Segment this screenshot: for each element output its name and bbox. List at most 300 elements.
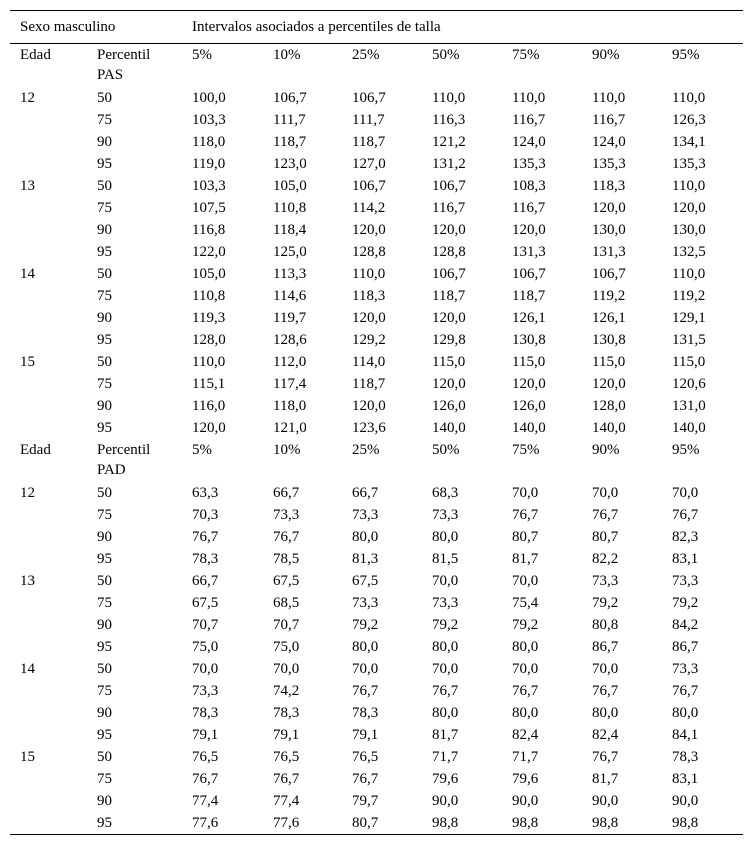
bp-percentile-table bbox=[10, 11, 743, 834]
percentile-cell: 50 bbox=[97, 661, 112, 677]
value-cell: 68,5 bbox=[273, 595, 300, 611]
value-cell: 70,0 bbox=[512, 485, 539, 501]
value-cell: 76,7 bbox=[432, 683, 459, 699]
value-cell: 116,7 bbox=[512, 200, 546, 216]
value-cell: 110,0 bbox=[672, 90, 706, 106]
value-cell: 67,5 bbox=[192, 595, 219, 611]
value-cell: 73,3 bbox=[273, 507, 300, 523]
value-cell: 118,7 bbox=[352, 134, 386, 150]
age-cell bbox=[10, 724, 97, 746]
value-cell: 70,7 bbox=[192, 617, 219, 633]
age-cell: 13 bbox=[20, 573, 35, 589]
value-cell: 126,0 bbox=[512, 398, 546, 414]
table-row bbox=[10, 768, 743, 790]
value-cell: 73,3 bbox=[352, 507, 379, 523]
value-cell: 140,0 bbox=[432, 420, 466, 436]
age-cell bbox=[10, 592, 97, 614]
table-row bbox=[10, 636, 743, 658]
value-cell: 118,7 bbox=[432, 288, 466, 304]
percentile-header-line1: Percentil bbox=[97, 442, 151, 458]
value-cell: 76,7 bbox=[672, 683, 699, 699]
value-cell: 90,0 bbox=[512, 793, 539, 809]
value-cell: 81,7 bbox=[512, 551, 539, 567]
age-header: Edad bbox=[20, 47, 51, 63]
table-row bbox=[10, 790, 743, 812]
value-cell: 131,3 bbox=[592, 244, 626, 260]
value-cell: 80,0 bbox=[352, 639, 379, 655]
percentile-header bbox=[97, 439, 192, 482]
value-cell: 70,0 bbox=[592, 485, 619, 501]
value-cell: 108,3 bbox=[512, 178, 546, 194]
table-row bbox=[10, 351, 743, 373]
age-cell bbox=[10, 636, 97, 658]
value-cell: 80,7 bbox=[512, 529, 539, 545]
value-cell: 66,7 bbox=[352, 485, 379, 501]
value-cell: 110,0 bbox=[672, 178, 706, 194]
value-cell: 131,3 bbox=[512, 244, 546, 260]
table-row bbox=[10, 153, 743, 175]
value-cell: 130,0 bbox=[592, 222, 626, 238]
block-header-row bbox=[10, 44, 743, 88]
value-cell: 73,3 bbox=[592, 573, 619, 589]
value-cell: 80,7 bbox=[352, 815, 379, 831]
table-row bbox=[10, 87, 743, 109]
value-cell: 81,5 bbox=[432, 551, 459, 567]
age-cell bbox=[10, 614, 97, 636]
table-row bbox=[10, 570, 743, 592]
age-cell bbox=[10, 219, 97, 241]
value-cell: 123,0 bbox=[273, 156, 307, 172]
value-cell: 128,0 bbox=[192, 332, 226, 348]
percentile-cell: 90 bbox=[97, 793, 112, 809]
value-cell: 106,7 bbox=[352, 178, 386, 194]
value-cell: 129,1 bbox=[672, 310, 706, 326]
value-cell: 116,7 bbox=[432, 200, 466, 216]
value-cell: 120,0 bbox=[592, 376, 626, 392]
table-row bbox=[10, 724, 743, 746]
value-cell: 127,0 bbox=[352, 156, 386, 172]
value-cell: 120,0 bbox=[592, 200, 626, 216]
value-cell: 105,0 bbox=[192, 266, 226, 282]
age-cell bbox=[10, 197, 97, 219]
value-cell: 76,7 bbox=[512, 683, 539, 699]
age-header: Edad bbox=[20, 442, 51, 458]
value-cell: 67,5 bbox=[273, 573, 300, 589]
value-cell: 80,0 bbox=[432, 639, 459, 655]
percentile-cell: 75 bbox=[97, 376, 112, 392]
percentile-cell: 95 bbox=[97, 551, 112, 567]
value-cell: 74,2 bbox=[273, 683, 300, 699]
table-row bbox=[10, 417, 743, 439]
value-cell: 73,3 bbox=[352, 595, 379, 611]
value-cell: 119,3 bbox=[192, 310, 226, 326]
value-cell: 80,0 bbox=[352, 529, 379, 545]
table-row bbox=[10, 658, 743, 680]
percentile-cell: 75 bbox=[97, 771, 112, 787]
value-cell: 120,0 bbox=[432, 310, 466, 326]
age-cell: 14 bbox=[20, 266, 35, 282]
value-cell: 119,2 bbox=[592, 288, 626, 304]
header-row bbox=[10, 11, 743, 44]
percentile-cell: 90 bbox=[97, 617, 112, 633]
age-cell bbox=[10, 702, 97, 724]
value-cell: 120,0 bbox=[432, 376, 466, 392]
age-cell bbox=[10, 790, 97, 812]
value-cell: 90,0 bbox=[592, 793, 619, 809]
column-header: 10% bbox=[273, 47, 301, 63]
age-cell bbox=[10, 812, 97, 834]
percentile-cell: 75 bbox=[97, 288, 112, 304]
value-cell: 119,0 bbox=[192, 156, 226, 172]
value-cell: 76,7 bbox=[592, 749, 619, 765]
value-cell: 120,0 bbox=[352, 398, 386, 414]
table-row bbox=[10, 526, 743, 548]
value-cell: 81,7 bbox=[592, 771, 619, 787]
value-cell: 126,3 bbox=[672, 112, 706, 128]
value-cell: 116,0 bbox=[192, 398, 226, 414]
value-cell: 79,2 bbox=[672, 595, 699, 611]
table-row bbox=[10, 482, 743, 504]
value-cell: 80,0 bbox=[432, 705, 459, 721]
percentile-header-measure: PAD bbox=[97, 462, 126, 478]
value-cell: 112,0 bbox=[273, 354, 307, 370]
value-cell: 114,0 bbox=[352, 354, 386, 370]
value-cell: 79,7 bbox=[352, 793, 379, 809]
percentile-cell: 75 bbox=[97, 112, 112, 128]
value-cell: 77,4 bbox=[192, 793, 219, 809]
value-cell: 130,0 bbox=[672, 222, 706, 238]
value-cell: 110,0 bbox=[592, 90, 626, 106]
table-row bbox=[10, 329, 743, 351]
value-cell: 70,0 bbox=[432, 573, 459, 589]
value-cell: 135,3 bbox=[672, 156, 706, 172]
percentile-cell: 90 bbox=[97, 398, 112, 414]
value-cell: 79,1 bbox=[352, 727, 379, 743]
value-cell: 79,1 bbox=[273, 727, 300, 743]
table-row bbox=[10, 812, 743, 834]
table-row bbox=[10, 614, 743, 636]
value-cell: 77,4 bbox=[273, 793, 300, 809]
percentile-cell: 50 bbox=[97, 485, 112, 501]
value-cell: 135,3 bbox=[592, 156, 626, 172]
value-cell: 128,8 bbox=[432, 244, 466, 260]
percentile-cell: 50 bbox=[97, 573, 112, 589]
table-row bbox=[10, 592, 743, 614]
value-cell: 128,6 bbox=[273, 332, 307, 348]
table-container bbox=[10, 10, 743, 835]
value-cell: 79,2 bbox=[432, 617, 459, 633]
value-cell: 82,4 bbox=[592, 727, 619, 743]
value-cell: 120,0 bbox=[512, 222, 546, 238]
value-cell: 76,7 bbox=[192, 771, 219, 787]
value-cell: 79,6 bbox=[432, 771, 459, 787]
value-cell: 116,8 bbox=[192, 222, 226, 238]
age-cell bbox=[10, 329, 97, 351]
value-cell: 77,6 bbox=[273, 815, 300, 831]
value-cell: 70,0 bbox=[592, 661, 619, 677]
column-header: 50% bbox=[432, 442, 460, 458]
value-cell: 66,7 bbox=[192, 573, 219, 589]
value-cell: 68,3 bbox=[432, 485, 459, 501]
table-row bbox=[10, 548, 743, 570]
value-cell: 80,0 bbox=[512, 639, 539, 655]
value-cell: 70,0 bbox=[512, 573, 539, 589]
value-cell: 117,4 bbox=[273, 376, 307, 392]
column-header: 25% bbox=[352, 442, 380, 458]
value-cell: 110,8 bbox=[192, 288, 226, 304]
percentile-cell: 95 bbox=[97, 156, 112, 172]
age-cell bbox=[10, 548, 97, 570]
percentile-cell: 75 bbox=[97, 683, 112, 699]
value-cell: 119,2 bbox=[672, 288, 706, 304]
column-header: 95% bbox=[672, 442, 700, 458]
value-cell: 121,2 bbox=[432, 134, 466, 150]
value-cell: 129,8 bbox=[432, 332, 466, 348]
percentile-cell: 95 bbox=[97, 639, 112, 655]
age-cell: 12 bbox=[20, 485, 35, 501]
column-header: 50% bbox=[432, 47, 460, 63]
value-cell: 73,3 bbox=[672, 573, 699, 589]
value-cell: 120,0 bbox=[512, 376, 546, 392]
age-cell bbox=[10, 373, 97, 395]
value-cell: 70,0 bbox=[432, 661, 459, 677]
column-header: 90% bbox=[592, 47, 620, 63]
value-cell: 71,7 bbox=[432, 749, 459, 765]
value-cell: 134,1 bbox=[672, 134, 706, 150]
value-cell: 75,0 bbox=[273, 639, 300, 655]
value-cell: 70,0 bbox=[512, 661, 539, 677]
value-cell: 83,1 bbox=[672, 551, 699, 567]
table-row bbox=[10, 131, 743, 153]
value-cell: 116,7 bbox=[512, 112, 546, 128]
value-cell: 103,3 bbox=[192, 112, 226, 128]
value-cell: 110,8 bbox=[273, 200, 307, 216]
table-row bbox=[10, 241, 743, 263]
value-cell: 115,1 bbox=[192, 376, 226, 392]
value-cell: 120,0 bbox=[672, 200, 706, 216]
column-header: 95% bbox=[672, 47, 700, 63]
value-cell: 76,7 bbox=[672, 507, 699, 523]
value-cell: 70,0 bbox=[192, 661, 219, 677]
value-cell: 120,0 bbox=[432, 222, 466, 238]
value-cell: 114,6 bbox=[273, 288, 307, 304]
percentile-cell: 90 bbox=[97, 529, 112, 545]
value-cell: 70,0 bbox=[352, 661, 379, 677]
value-cell: 118,7 bbox=[273, 134, 307, 150]
value-cell: 118,7 bbox=[512, 288, 546, 304]
value-cell: 86,7 bbox=[672, 639, 699, 655]
value-cell: 106,7 bbox=[432, 266, 466, 282]
value-cell: 131,5 bbox=[672, 332, 706, 348]
value-cell: 118,7 bbox=[352, 376, 386, 392]
value-cell: 78,3 bbox=[352, 705, 379, 721]
value-cell: 126,1 bbox=[592, 310, 626, 326]
value-cell: 84,2 bbox=[672, 617, 699, 633]
value-cell: 77,6 bbox=[192, 815, 219, 831]
value-cell: 128,8 bbox=[352, 244, 386, 260]
table-row bbox=[10, 285, 743, 307]
value-cell: 84,1 bbox=[672, 727, 699, 743]
block-header-row bbox=[10, 439, 743, 482]
column-header: 90% bbox=[592, 442, 620, 458]
value-cell: 80,0 bbox=[512, 705, 539, 721]
bottom-rule bbox=[10, 834, 743, 835]
value-cell: 131,0 bbox=[672, 398, 706, 414]
value-cell: 80,0 bbox=[432, 529, 459, 545]
percentile-header-measure: PAS bbox=[97, 67, 124, 83]
value-cell: 79,2 bbox=[592, 595, 619, 611]
value-cell: 105,0 bbox=[273, 178, 307, 194]
table-row bbox=[10, 680, 743, 702]
value-cell: 115,0 bbox=[672, 354, 706, 370]
value-cell: 76,7 bbox=[192, 529, 219, 545]
value-cell: 106,7 bbox=[592, 266, 626, 282]
age-cell bbox=[10, 395, 97, 417]
table-row bbox=[10, 702, 743, 724]
percentile-cell: 50 bbox=[97, 90, 112, 106]
age-cell bbox=[10, 109, 97, 131]
percentile-cell: 50 bbox=[97, 354, 112, 370]
value-cell: 80,8 bbox=[592, 617, 619, 633]
value-cell: 120,0 bbox=[192, 420, 226, 436]
value-cell: 76,5 bbox=[352, 749, 379, 765]
value-cell: 80,0 bbox=[592, 705, 619, 721]
age-cell bbox=[10, 307, 97, 329]
value-cell: 86,7 bbox=[592, 639, 619, 655]
value-cell: 121,0 bbox=[273, 420, 307, 436]
value-cell: 132,5 bbox=[672, 244, 706, 260]
value-cell: 98,8 bbox=[592, 815, 619, 831]
intervals-label: Intervalos asociados a percentiles de talla bbox=[192, 11, 743, 44]
value-cell: 129,2 bbox=[352, 332, 386, 348]
age-cell: 15 bbox=[20, 354, 35, 370]
value-cell: 83,1 bbox=[672, 771, 699, 787]
value-cell: 114,2 bbox=[352, 200, 386, 216]
table-row bbox=[10, 263, 743, 285]
value-cell: 78,5 bbox=[273, 551, 300, 567]
value-cell: 82,3 bbox=[672, 529, 699, 545]
value-cell: 70,0 bbox=[273, 661, 300, 677]
table-row bbox=[10, 197, 743, 219]
value-cell: 80,7 bbox=[592, 529, 619, 545]
value-cell: 116,7 bbox=[592, 112, 626, 128]
value-cell: 76,7 bbox=[592, 683, 619, 699]
value-cell: 118,0 bbox=[192, 134, 226, 150]
value-cell: 126,1 bbox=[512, 310, 546, 326]
value-cell: 79,1 bbox=[192, 727, 219, 743]
age-cell bbox=[10, 241, 97, 263]
value-cell: 82,4 bbox=[512, 727, 539, 743]
column-header: 75% bbox=[512, 47, 540, 63]
value-cell: 76,7 bbox=[352, 683, 379, 699]
percentile-cell: 90 bbox=[97, 134, 112, 150]
percentile-cell: 50 bbox=[97, 178, 112, 194]
table-row bbox=[10, 175, 743, 197]
value-cell: 98,8 bbox=[672, 815, 699, 831]
percentile-cell: 50 bbox=[97, 266, 112, 282]
age-cell bbox=[10, 680, 97, 702]
percentile-cell: 90 bbox=[97, 705, 112, 721]
value-cell: 118,3 bbox=[592, 178, 626, 194]
value-cell: 140,0 bbox=[512, 420, 546, 436]
value-cell: 103,3 bbox=[192, 178, 226, 194]
table-body bbox=[10, 44, 743, 835]
value-cell: 120,6 bbox=[672, 376, 706, 392]
value-cell: 140,0 bbox=[592, 420, 626, 436]
value-cell: 120,0 bbox=[352, 222, 386, 238]
age-cell: 15 bbox=[20, 749, 35, 765]
table-row bbox=[10, 219, 743, 241]
value-cell: 116,3 bbox=[432, 112, 466, 128]
value-cell: 126,0 bbox=[432, 398, 466, 414]
value-cell: 110,0 bbox=[352, 266, 386, 282]
value-cell: 106,7 bbox=[512, 266, 546, 282]
value-cell: 119,7 bbox=[273, 310, 307, 326]
column-header: 25% bbox=[352, 47, 380, 63]
value-cell: 113,3 bbox=[273, 266, 307, 282]
age-cell bbox=[10, 285, 97, 307]
value-cell: 78,3 bbox=[192, 705, 219, 721]
value-cell: 115,0 bbox=[592, 354, 626, 370]
value-cell: 90,0 bbox=[432, 793, 459, 809]
percentile-cell: 90 bbox=[97, 222, 112, 238]
value-cell: 67,5 bbox=[352, 573, 379, 589]
age-cell: 12 bbox=[20, 90, 35, 106]
value-cell: 124,0 bbox=[512, 134, 546, 150]
percentile-cell: 90 bbox=[97, 310, 112, 326]
percentile-cell: 75 bbox=[97, 200, 112, 216]
value-cell: 79,6 bbox=[512, 771, 539, 787]
value-cell: 130,8 bbox=[592, 332, 626, 348]
value-cell: 128,0 bbox=[592, 398, 626, 414]
age-cell bbox=[10, 504, 97, 526]
age-cell bbox=[10, 153, 97, 175]
value-cell: 100,0 bbox=[192, 90, 226, 106]
value-cell: 111,7 bbox=[352, 112, 385, 128]
table-row bbox=[10, 109, 743, 131]
percentile-cell: 50 bbox=[97, 749, 112, 765]
column-header: 5% bbox=[192, 47, 212, 63]
value-cell: 98,8 bbox=[432, 815, 459, 831]
value-cell: 140,0 bbox=[672, 420, 706, 436]
value-cell: 78,3 bbox=[192, 551, 219, 567]
value-cell: 78,3 bbox=[273, 705, 300, 721]
percentile-header bbox=[97, 44, 192, 88]
value-cell: 110,0 bbox=[432, 90, 466, 106]
value-cell: 118,0 bbox=[273, 398, 307, 414]
value-cell: 130,8 bbox=[512, 332, 546, 348]
value-cell: 111,7 bbox=[273, 112, 306, 128]
value-cell: 110,0 bbox=[192, 354, 226, 370]
sex-label: Sexo masculino bbox=[10, 11, 192, 44]
value-cell: 73,3 bbox=[192, 683, 219, 699]
value-cell: 76,7 bbox=[512, 507, 539, 523]
value-cell: 63,3 bbox=[192, 485, 219, 501]
value-cell: 98,8 bbox=[512, 815, 539, 831]
value-cell: 106,7 bbox=[273, 90, 307, 106]
value-cell: 115,0 bbox=[512, 354, 546, 370]
percentile-cell: 75 bbox=[97, 595, 112, 611]
value-cell: 106,7 bbox=[432, 178, 466, 194]
age-cell: 14 bbox=[20, 661, 35, 677]
value-cell: 75,4 bbox=[512, 595, 539, 611]
value-cell: 90,0 bbox=[672, 793, 699, 809]
value-cell: 120,0 bbox=[352, 310, 386, 326]
value-cell: 115,0 bbox=[432, 354, 466, 370]
value-cell: 81,3 bbox=[352, 551, 379, 567]
table-row bbox=[10, 307, 743, 329]
value-cell: 80,0 bbox=[672, 705, 699, 721]
